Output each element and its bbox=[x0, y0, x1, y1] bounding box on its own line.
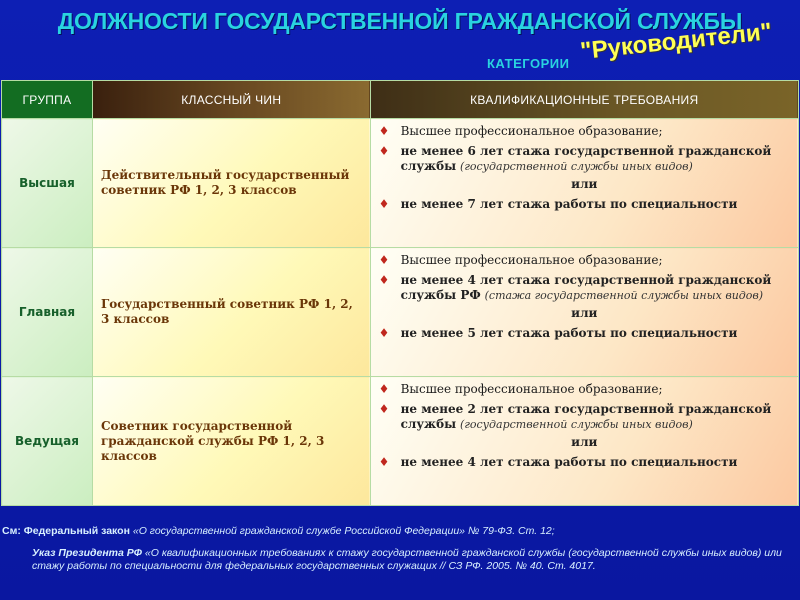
table-row bbox=[2, 377, 799, 506]
requirement-note: (государственной службы иных видов) bbox=[460, 160, 693, 173]
group-cell: Ведущая bbox=[2, 377, 93, 506]
or-separator: или bbox=[571, 435, 598, 449]
diamond-bullet-icon: ♦ bbox=[378, 144, 390, 158]
rank-cell: Государственный советник РФ 1, 2, 3 классов bbox=[92, 248, 370, 377]
table-row bbox=[2, 119, 799, 248]
category-label: КАТЕГОРИИ bbox=[487, 56, 570, 71]
footer-reference-law bbox=[2, 525, 798, 537]
requirement-item bbox=[379, 124, 790, 139]
group-cell: Высшая bbox=[2, 119, 93, 248]
requirement-text: Высшее профессиональное образование; bbox=[400, 124, 663, 138]
footer-decree-lead: Указ Президента РФ bbox=[32, 547, 142, 559]
footer-law-text: «О государственной гражданской службе Российской Федерации» № 79-ФЗ. Ст. 12; bbox=[132, 525, 555, 537]
requirement-item bbox=[379, 273, 790, 303]
group-cell: Главная bbox=[2, 248, 93, 377]
requirement-text: Высшее профессиональное образование; bbox=[400, 382, 663, 396]
diamond-bullet-icon: ♦ bbox=[378, 253, 390, 267]
page-title: ДОЛЖНОСТИ ГОСУДАРСТВЕННОЙ ГРАЖДАНСКОЙ СЛУЖБЫ bbox=[57, 8, 743, 34]
requirement-text: Высшее профессиональное образование; bbox=[400, 253, 663, 267]
rank-cell: Советник государственной гражданской службы РФ 1, 2, 3 классов bbox=[92, 377, 370, 506]
requirement-text: не менее 2 лет стажа государственной гражданской службы bbox=[400, 402, 772, 431]
requirement-text: не менее 4 лет стажа государственной гражданской службы РФ bbox=[400, 273, 772, 302]
category-value: "Руководители" bbox=[579, 18, 774, 66]
diamond-bullet-icon: ♦ bbox=[378, 197, 390, 211]
header-requirements: КВАЛИФИКАЦИОННЫЕ ТРЕБОВАНИЯ bbox=[370, 81, 798, 119]
table-header-row bbox=[2, 81, 799, 119]
footer-reference-decree bbox=[32, 547, 797, 573]
requirement-text: не менее 4 лет стажа работы по специальности bbox=[400, 455, 738, 469]
requirement-item bbox=[379, 455, 790, 470]
rank-cell: Действительный государственный советник РФ 1, 2, 3 классов bbox=[92, 119, 370, 248]
requirements-cell bbox=[370, 119, 798, 248]
requirement-item bbox=[379, 382, 790, 397]
requirements-cell bbox=[370, 248, 798, 377]
requirement-text: не менее 5 лет стажа работы по специальности bbox=[400, 326, 738, 340]
footer-law-lead: См: Федеральный закон bbox=[2, 525, 130, 537]
requirement-item bbox=[379, 253, 790, 268]
or-separator: или bbox=[571, 177, 598, 191]
requirements-cell bbox=[370, 377, 798, 506]
positions-table bbox=[1, 80, 799, 506]
diamond-bullet-icon: ♦ bbox=[378, 273, 390, 287]
requirement-text: не менее 7 лет стажа работы по специальности bbox=[400, 197, 738, 211]
footer-decree-text: «О квалификационных требованиях к стажу государственной гражданской службы (государственной службы иных видов) или стажу работы по специальности для федеральных государственных служащих // СЗ РФ. 2005. № 40. Ст. 4017. bbox=[32, 547, 782, 572]
requirement-item bbox=[379, 144, 790, 174]
header-rank: КЛАССНЫЙ ЧИН bbox=[92, 81, 370, 119]
header-group: ГРУППА bbox=[2, 81, 93, 119]
diamond-bullet-icon: ♦ bbox=[378, 382, 390, 396]
diamond-bullet-icon: ♦ bbox=[378, 402, 390, 416]
requirement-item bbox=[379, 402, 790, 432]
requirement-item bbox=[379, 326, 790, 341]
diamond-bullet-icon: ♦ bbox=[378, 326, 390, 340]
table-row bbox=[2, 248, 799, 377]
requirement-item bbox=[379, 197, 790, 212]
requirement-note: (государственной службы иных видов) bbox=[460, 418, 693, 431]
requirement-note: (стажа государственной службы иных видов) bbox=[484, 289, 764, 302]
requirement-text: не менее 6 лет стажа государственной гражданской службы bbox=[400, 144, 772, 173]
diamond-bullet-icon: ♦ bbox=[378, 455, 390, 469]
diamond-bullet-icon: ♦ bbox=[378, 124, 390, 138]
or-separator: или bbox=[571, 306, 598, 320]
